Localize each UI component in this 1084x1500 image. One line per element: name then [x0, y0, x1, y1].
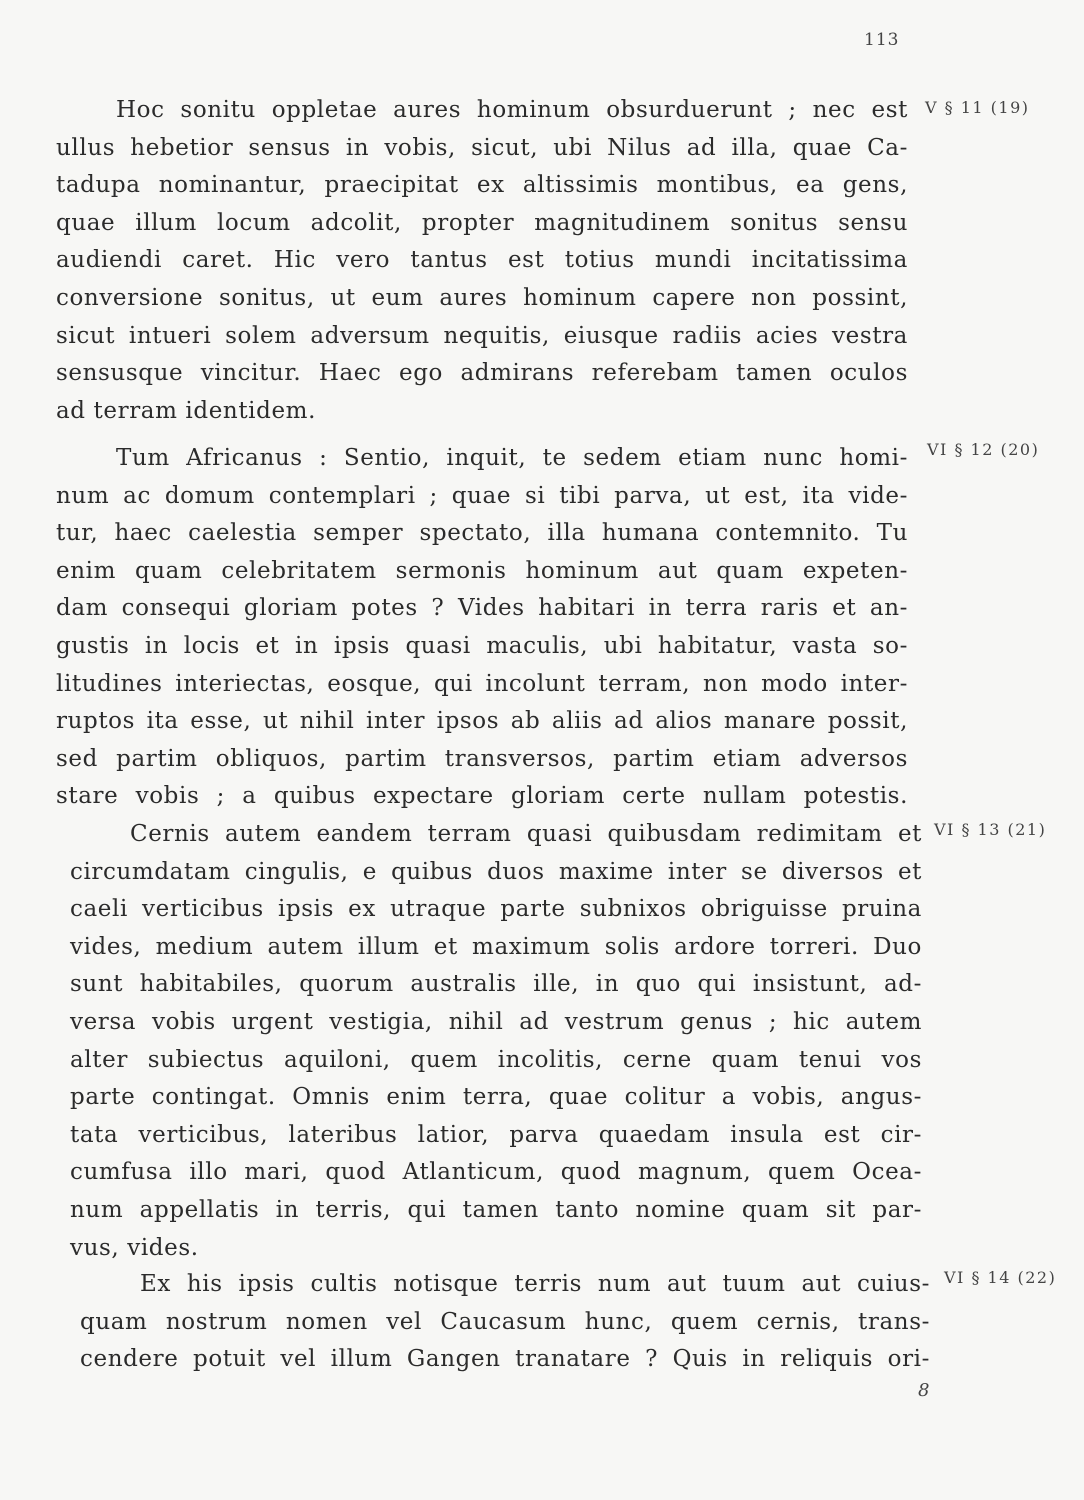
text-line: sunt habitabiles, quorum australis ille, in quo qui insistunt, ad- — [70, 971, 922, 998]
text-line: num ac domum contemplari ; quae si tibi parva, ut est, ita vide- — [56, 482, 908, 509]
text-line: num appellatis in terris, qui tamen tanto nomine quam sit par- — [70, 1196, 922, 1223]
text-line: sicut intueri solem adversum nequitis, eiusque radiis acies vestra — [56, 322, 908, 349]
marginal-reference: VI § 12 (20) — [927, 440, 1040, 459]
paragraph-vi-12 — [56, 440, 908, 816]
text-line: alter subiectus aquiloni, quem incolitis, cerne quam tenui vos — [70, 1046, 922, 1073]
paragraph-v-11 — [56, 92, 908, 430]
text-line: Hoc sonitu oppletae aures hominum obsurduerunt ; nec est — [116, 97, 908, 123]
text-line: cendere potuit vel illum Gangen tranatare ? Quis in reliquis ori- — [80, 1346, 930, 1373]
text-line: circumdatam cingulis, e quibus duos maxime inter se diversos et — [70, 858, 922, 885]
signature-mark: 8 — [918, 1380, 930, 1401]
text-line: dam consequi gloriam potes ? Vides habitari in terra raris et an- — [56, 595, 908, 622]
text-line: parte contingat. Omnis enim terra, quae colitur a vobis, angus- — [70, 1084, 922, 1111]
text-line: quae illum locum adcolit, propter magnitudinem sonitus sensu — [56, 209, 908, 236]
text-line: tadupa nominantur, praecipitat ex altissimis montibus, ea gens, — [56, 172, 908, 199]
text-line: conversione sonitus, ut eum aures hominum capere non possint, — [56, 284, 908, 311]
text-line: litudines interiectas, eosque, qui incolunt terram, non modo inter- — [56, 670, 908, 697]
text-line: ad terram identidem. — [56, 397, 316, 424]
text-line: caeli verticibus ipsis ex utraque parte subnixos obriguisse pruina — [70, 896, 922, 923]
text-line: Ex his ipsis cultis notisque terris num aut tuum aut cuius- — [140, 1271, 930, 1297]
text-line: enim quam celebritatem sermonis hominum aut quam expeten- — [56, 557, 908, 584]
text-line: stare vobis ; a quibus expectare gloriam certe nullam potestis. — [56, 783, 908, 810]
text-line: sed partim obliquos, partim transversos, partim etiam adversos — [56, 745, 908, 772]
text-line: ullus hebetior sensus in vobis, sicut, ubi Nilus ad illa, quae Ca- — [56, 134, 908, 161]
marginal-reference: VI § 13 (21) — [934, 820, 1047, 839]
text-line: vides, medium autem illum et maximum solis ardore torreri. Duo — [70, 933, 922, 960]
text-line: gustis in locis et in ipsis quasi maculis, ubi habitatur, vasta so- — [56, 632, 908, 659]
text-line: vus, vides. — [70, 1234, 199, 1261]
page-number: 113 — [864, 30, 900, 50]
text-line: Tum Africanus : Sentio, inquit, te sedem etiam nunc homi- — [116, 445, 908, 471]
text-line: Cernis autem eandem terram quasi quibusdam redimitam et — [130, 821, 922, 847]
text-line: versa vobis urgent vestigia, nihil ad vestrum genus ; hic autem — [70, 1008, 922, 1035]
paragraph-vi-14 — [80, 1266, 930, 1379]
marginal-reference: VI § 14 (22) — [944, 1268, 1057, 1287]
text-line: ruptos ita esse, ut nihil inter ipsos ab aliis ad alios manare possit, — [56, 708, 908, 735]
paragraph-vi-13 — [70, 816, 922, 1267]
marginal-reference: V § 11 (19) — [925, 98, 1030, 117]
text-line: tur, haec caelestia semper spectato, illa humana contemnito. Tu — [56, 520, 908, 547]
text-line: quam nostrum nomen vel Caucasum hunc, quem cernis, trans- — [80, 1308, 930, 1335]
text-line: sensusque vincitur. Haec ego admirans referebam tamen oculos — [56, 360, 908, 387]
text-line: audiendi caret. Hic vero tantus est totius mundi incitatissima — [56, 247, 908, 274]
text-line: cumfusa illo mari, quod Atlanticum, quod magnum, quem Ocea- — [70, 1159, 922, 1186]
text-line: tata verticibus, lateribus latior, parva quaedam insula est cir- — [70, 1121, 922, 1148]
